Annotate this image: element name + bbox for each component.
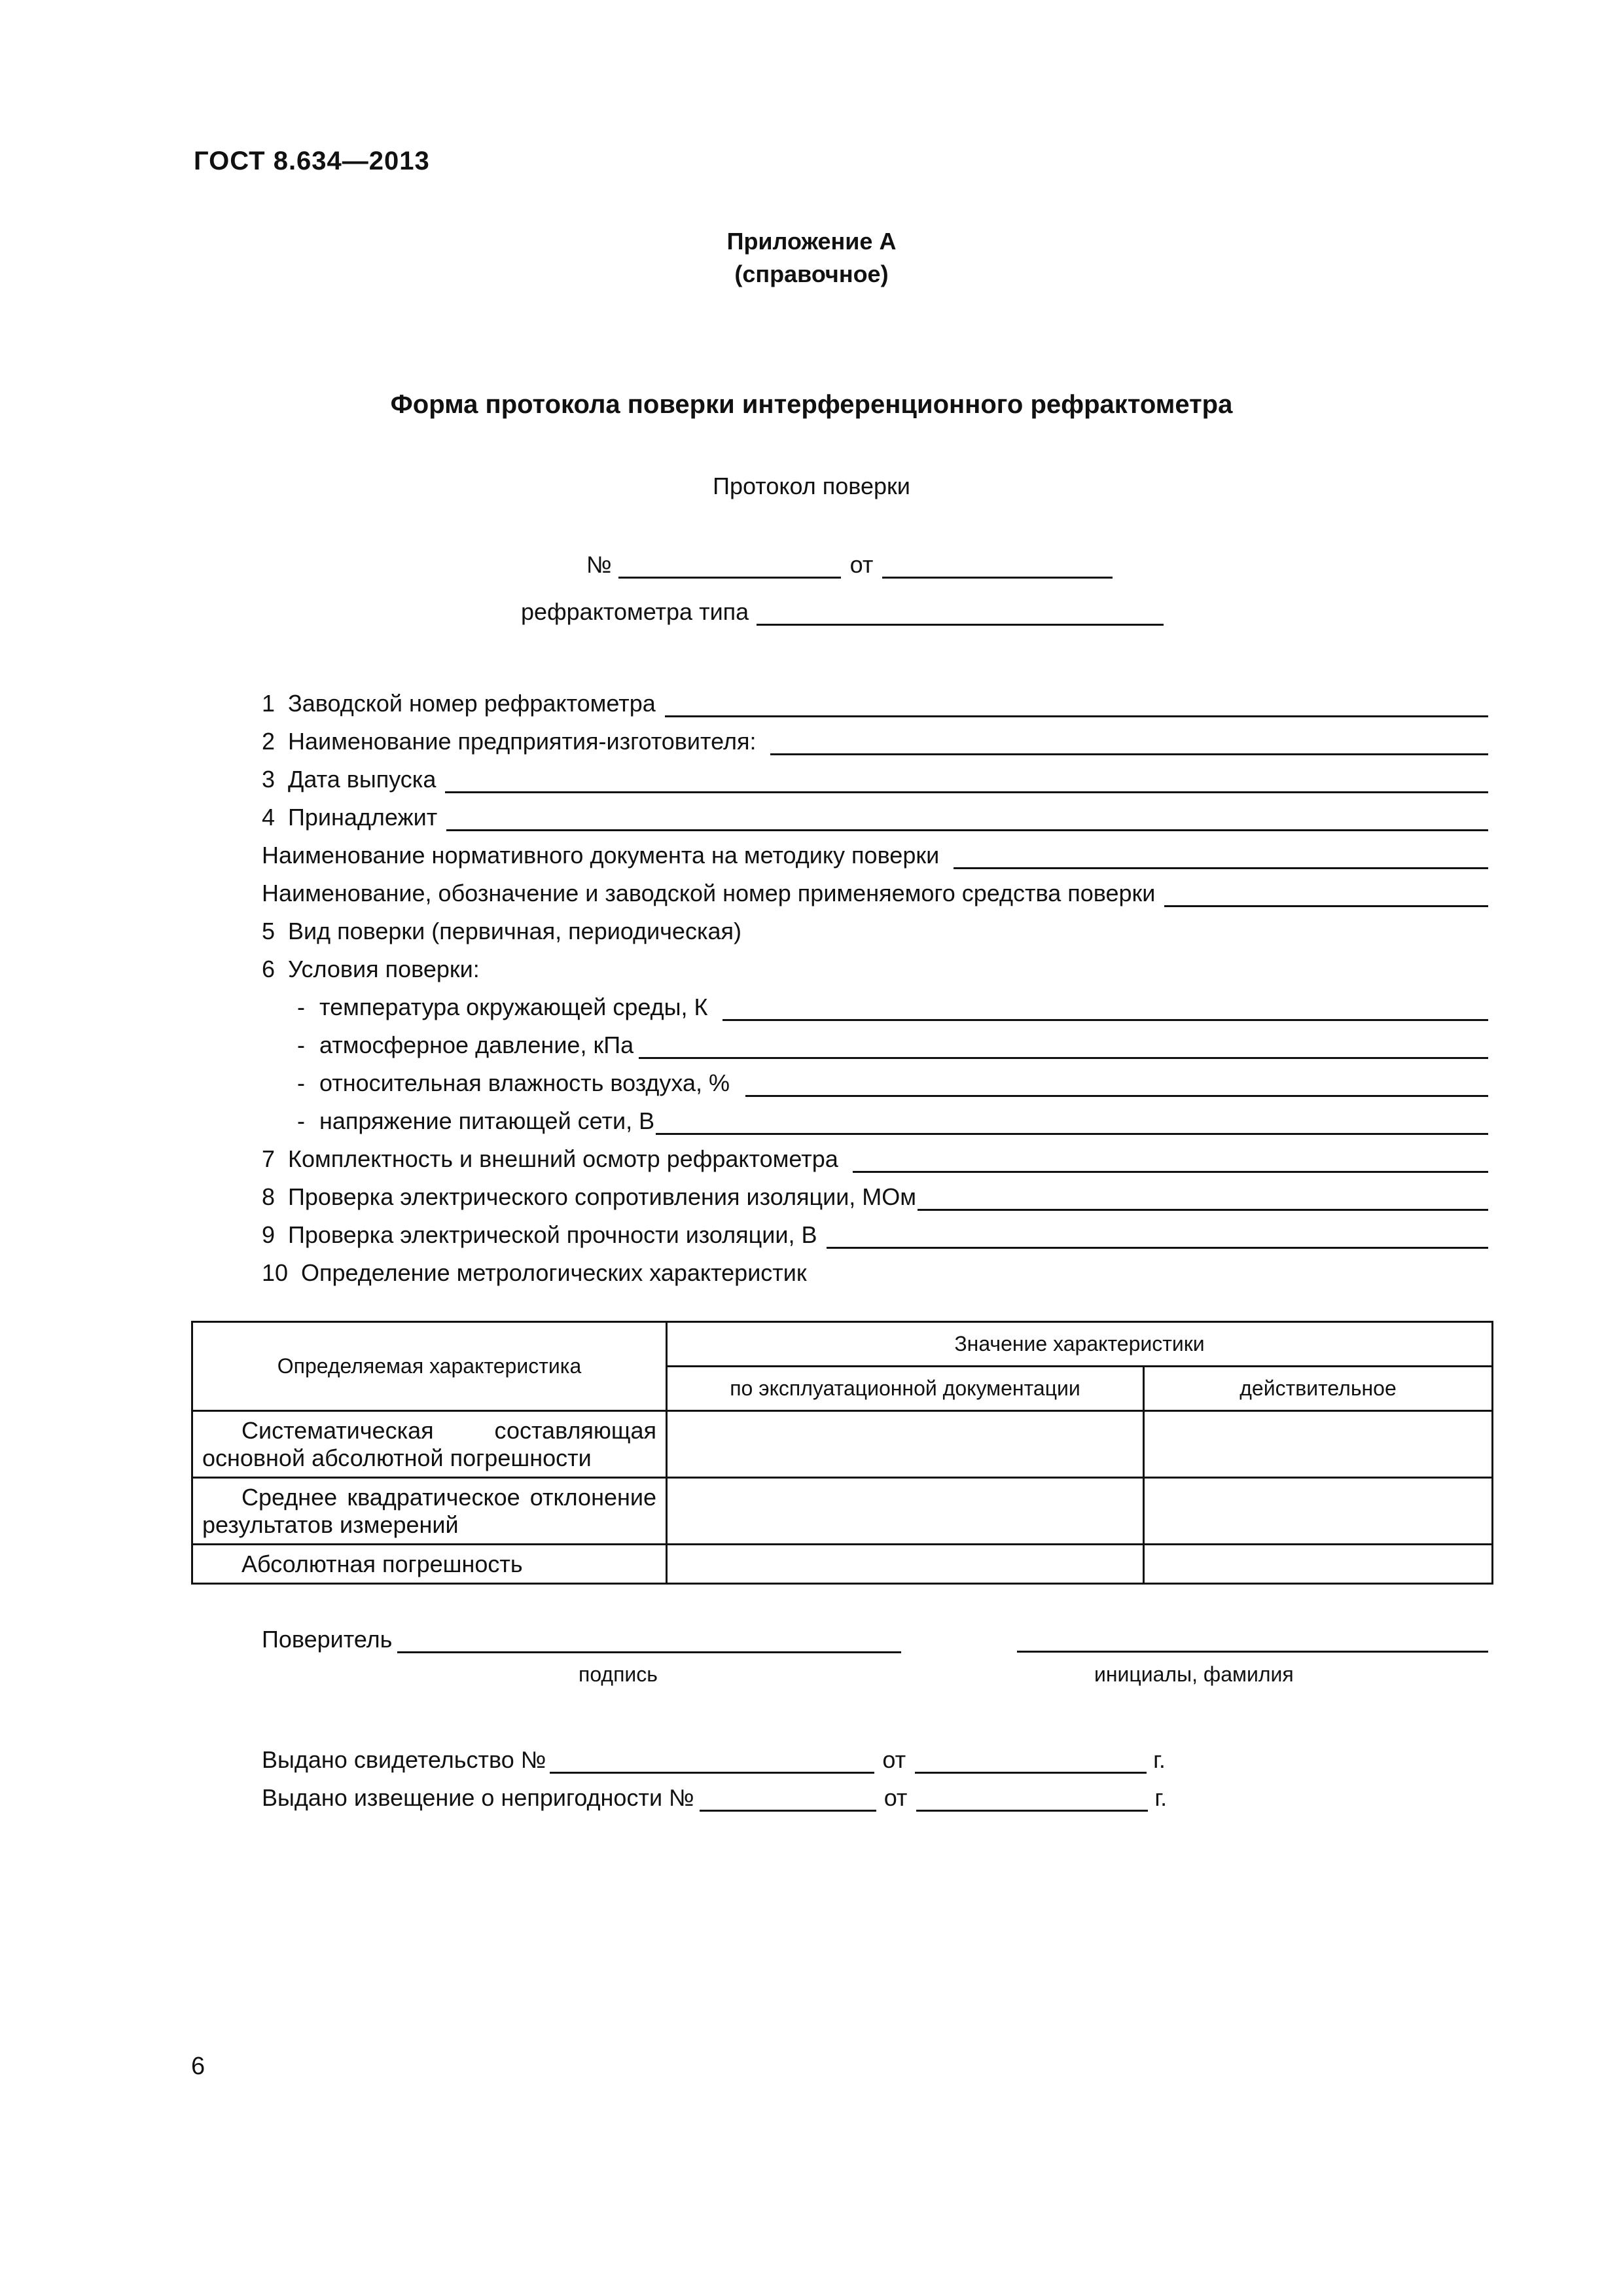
field-label: Вид поверки (первичная, периодическая) — [288, 918, 741, 944]
field-conditions — [262, 956, 1488, 983]
signature-field[interactable] — [397, 1628, 901, 1653]
field-label: температура окружающей среды, К — [319, 994, 708, 1020]
characteristics-table — [191, 1321, 1493, 1585]
field-metrology — [262, 1259, 1488, 1287]
initials-name-caption: инициалы, фамилия — [1094, 1662, 1294, 1686]
notice-date-label: от — [883, 1784, 908, 1811]
dash-bullet: - — [297, 994, 305, 1020]
field-number: 8 — [262, 1183, 276, 1210]
page-number: 6 — [191, 2053, 205, 2080]
release-date-input[interactable] — [445, 769, 1488, 793]
owner-input[interactable] — [446, 807, 1488, 831]
pressure-input[interactable] — [639, 1035, 1488, 1059]
dash-bullet: - — [297, 1069, 305, 1096]
field-number: 7 — [262, 1145, 276, 1172]
field-number: 4 — [262, 804, 276, 831]
field-label: напряжение питающей сети, В — [319, 1107, 655, 1134]
cell-actual-value[interactable] — [1144, 1411, 1493, 1478]
protocol-subtitle: Протокол поверки — [713, 473, 910, 499]
row-label: Абсолютная погрешность — [192, 1545, 667, 1584]
field-serial-number — [262, 690, 1488, 717]
field-completeness — [262, 1145, 1488, 1173]
certificate-date-field[interactable] — [915, 1748, 1147, 1774]
appendix-heading — [0, 225, 1623, 291]
table-row — [192, 1411, 1493, 1478]
number-sign: № — [586, 551, 612, 578]
refractometer-type-label: рефрактометра типа — [521, 598, 749, 625]
appendix-type: (справочное) — [734, 260, 889, 287]
verification-tool-input[interactable] — [1164, 883, 1488, 907]
cell-documentation-value[interactable] — [667, 1411, 1144, 1478]
certificate-line — [262, 1746, 1166, 1774]
temperature-input[interactable] — [722, 997, 1488, 1021]
field-verification-type — [262, 918, 1488, 945]
humidity-input[interactable] — [745, 1073, 1488, 1097]
insulation-resistance-input[interactable] — [918, 1187, 1488, 1211]
field-temperature — [297, 994, 1488, 1021]
field-number: 10 — [262, 1259, 289, 1286]
field-label: Наименование нормативного документа на методику поверки — [262, 842, 940, 869]
verifier-line — [262, 1626, 901, 1653]
field-humidity — [297, 1069, 1488, 1097]
field-verification-tool — [262, 880, 1488, 907]
col-characteristic-header: Определяемая характеристика — [192, 1322, 667, 1411]
col-value-group-header: Значение характеристики — [667, 1322, 1493, 1367]
field-label: Условия поверки: — [288, 956, 480, 982]
field-label: Принадлежит — [288, 804, 438, 831]
field-voltage — [297, 1107, 1488, 1135]
form-title: Форма протокола поверки интерференционного рефрактометра — [390, 390, 1233, 419]
row-label: Среднее квадратическое отклонение результатов измерений — [192, 1478, 667, 1545]
field-pressure — [297, 1031, 1488, 1059]
initials-name-field[interactable] — [1017, 1627, 1488, 1653]
field-number: 1 — [262, 690, 276, 717]
refractometer-type-field[interactable] — [757, 600, 1164, 626]
table-row — [192, 1478, 1493, 1545]
field-number: 6 — [262, 956, 276, 982]
field-number: 2 — [262, 728, 276, 755]
field-number: 5 — [262, 918, 276, 944]
completeness-input[interactable] — [853, 1149, 1488, 1173]
field-owner — [262, 804, 1488, 831]
field-label: Комплектность и внешний осмотр рефрактометра — [288, 1145, 838, 1172]
field-manufacturer — [262, 728, 1488, 755]
voltage-input[interactable] — [656, 1111, 1488, 1135]
certificate-number-field[interactable] — [550, 1748, 874, 1774]
refractometer-type-line — [521, 598, 1164, 626]
protocol-date-field[interactable] — [882, 553, 1113, 579]
field-label: Заводской номер рефрактометра — [288, 690, 656, 717]
col-documentation-header: по эксплуатационной документации — [667, 1367, 1144, 1411]
method-document-input[interactable] — [954, 845, 1488, 869]
field-label: Проверка электрического сопротивления изоляции, МОм — [288, 1183, 917, 1210]
col-actual-header: действительное — [1144, 1367, 1493, 1411]
field-label: Дата выпуска — [288, 766, 437, 793]
field-insulation-resistance — [262, 1183, 1488, 1211]
field-label: Наименование, обозначение и заводской номер применяемого средства поверки — [262, 880, 1156, 906]
field-release-date — [262, 766, 1488, 793]
notice-label: Выдано извещение о непригодности № — [262, 1784, 694, 1811]
field-label: Проверка электрической прочности изоляции, В — [288, 1221, 817, 1248]
field-label: относительная влажность воздуха, % — [319, 1069, 730, 1096]
cell-actual-value[interactable] — [1144, 1478, 1493, 1545]
certificate-year-suffix: г. — [1153, 1746, 1166, 1773]
date-label: от — [849, 551, 874, 578]
cell-documentation-value[interactable] — [667, 1545, 1144, 1584]
field-number: 3 — [262, 766, 276, 793]
notice-year-suffix: г. — [1154, 1784, 1168, 1811]
table-header-row — [192, 1322, 1493, 1367]
dash-bullet: - — [297, 1107, 305, 1134]
protocol-number-field[interactable] — [618, 553, 841, 579]
field-insulation-strength — [262, 1221, 1488, 1249]
field-label: атмосферное давление, кПа — [319, 1031, 634, 1058]
cell-documentation-value[interactable] — [667, 1478, 1144, 1545]
verifier-label: Поверитель — [262, 1626, 393, 1653]
dash-bullet: - — [297, 1031, 305, 1058]
signature-caption: подпись — [579, 1662, 658, 1686]
appendix-title: Приложение А — [726, 228, 897, 255]
certificate-label: Выдано свидетельство № — [262, 1746, 546, 1773]
document-id: ГОСТ 8.634—2013 — [194, 147, 430, 175]
notice-line — [262, 1784, 1167, 1812]
cell-actual-value[interactable] — [1144, 1545, 1493, 1584]
field-method-document — [262, 842, 1488, 869]
field-label: Наименование предприятия-изготовителя: — [288, 728, 757, 755]
notice-date-field[interactable] — [916, 1786, 1148, 1812]
certificate-date-label: от — [882, 1746, 906, 1773]
manufacturer-input[interactable] — [770, 731, 1488, 755]
row-label: Систематическая составляющая основной абсолютной погрешности — [192, 1411, 667, 1478]
field-label: Определение метрологических характеристик — [301, 1259, 807, 1286]
protocol-number-line — [586, 551, 1113, 579]
field-number: 9 — [262, 1221, 276, 1248]
insulation-strength-input[interactable] — [827, 1225, 1489, 1249]
serial-number-input[interactable] — [665, 693, 1488, 717]
table-row — [192, 1545, 1493, 1584]
notice-number-field[interactable] — [700, 1786, 876, 1812]
